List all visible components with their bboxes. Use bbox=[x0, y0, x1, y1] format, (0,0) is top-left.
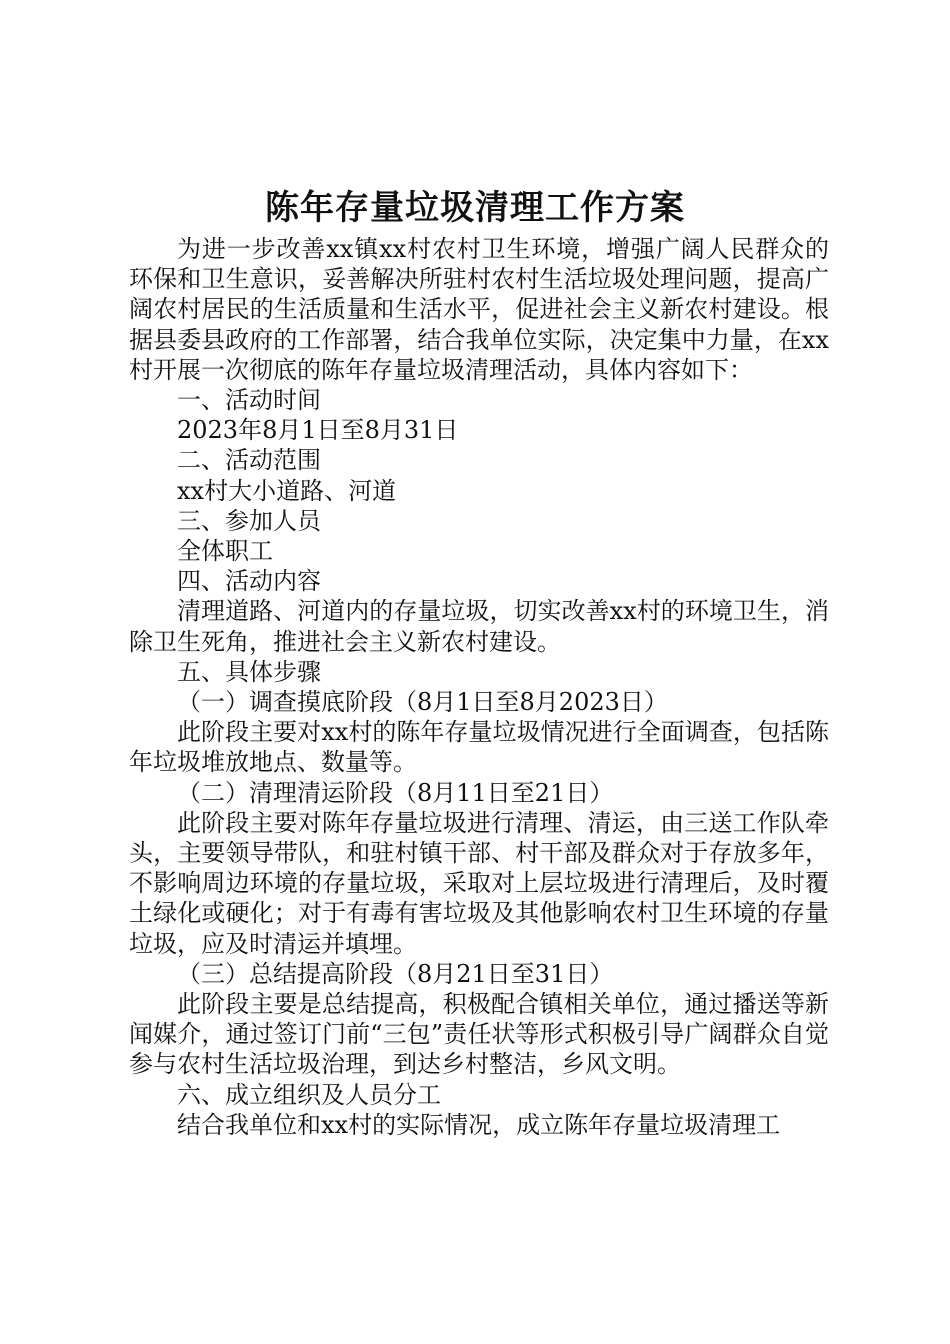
step-three-heading: （三）总结提高阶段（8月21日至31日） bbox=[177, 959, 614, 988]
step-one-heading: （一）调查摸底阶段（8月1日至8月2023日） bbox=[177, 688, 668, 717]
document-body bbox=[129, 234, 829, 1140]
step-two-heading: （二）清理清运阶段（8月11日至21日） bbox=[177, 778, 614, 807]
activity-content-paragraph: 清理道路、河道内的存量垃圾，切实改善xx村的环境卫生，消除卫生死角，推进社会主义新农村建设。 bbox=[129, 597, 829, 656]
activity-scope-text: xx村大小道路、河道 bbox=[177, 476, 397, 505]
intro-paragraph: 为进一步改善xx镇xx村农村卫生环境，增强广阔人民群众的环保和卫生意识，妥善解决所驻村农村生活垃圾处理问题，提高广阔农村居民的生活质量和生活水平，促进社会主义新农村建设。根据县委县政府的工作部署，结合我单位实际，决定集中力量，在xx村开展一次彻底的陈年存量垃圾清理活动，具体内容如下： bbox=[129, 235, 829, 384]
step-one-paragraph: 此阶段主要对xx村的陈年存量垃圾情况进行全面调查，包括陈年垃圾堆放地点、数量等。 bbox=[129, 718, 829, 777]
section-heading-participants: 三、参加人员 bbox=[177, 506, 321, 535]
participants-text: 全体职工 bbox=[177, 537, 273, 566]
section-heading-time: 一、活动时间 bbox=[177, 386, 321, 415]
section-heading-content: 四、活动内容 bbox=[177, 567, 321, 596]
section-heading-steps: 五、具体步骤 bbox=[177, 657, 321, 686]
organization-paragraph: 结合我单位和xx村的实际情况，成立陈年存量垃圾清理工 bbox=[177, 1110, 781, 1139]
step-three-paragraph: 此阶段主要是总结提高，积极配合镇相关单位，通过播送等新闻媒介，通过签订门前“三包”责任状等形式积极引导广阔群众自觉参与农村生活垃圾治理，到达乡村整洁，乡风文明。 bbox=[129, 990, 829, 1079]
step-two-paragraph: 此阶段主要对陈年存量垃圾进行清理、清运，由三送工作队牵头，主要领导带队，和驻村镇干部、村干部及群众对于存放多年，不影响周边环境的存量垃圾，采取对上层垃圾进行清理后，及时覆土绿化或硬化；对于有毒有害垃圾及其他影响农村卫生环境的存量垃圾，应及时清运并填埋。 bbox=[129, 808, 829, 958]
section-heading-organization: 六、成立组织及人员分工 bbox=[177, 1080, 441, 1109]
activity-time-text: 2023年8月1日至8月31日 bbox=[177, 416, 459, 445]
document-title: 陈年存量垃圾清理工作方案 bbox=[265, 188, 685, 228]
section-heading-scope: 二、活动范围 bbox=[177, 446, 321, 475]
